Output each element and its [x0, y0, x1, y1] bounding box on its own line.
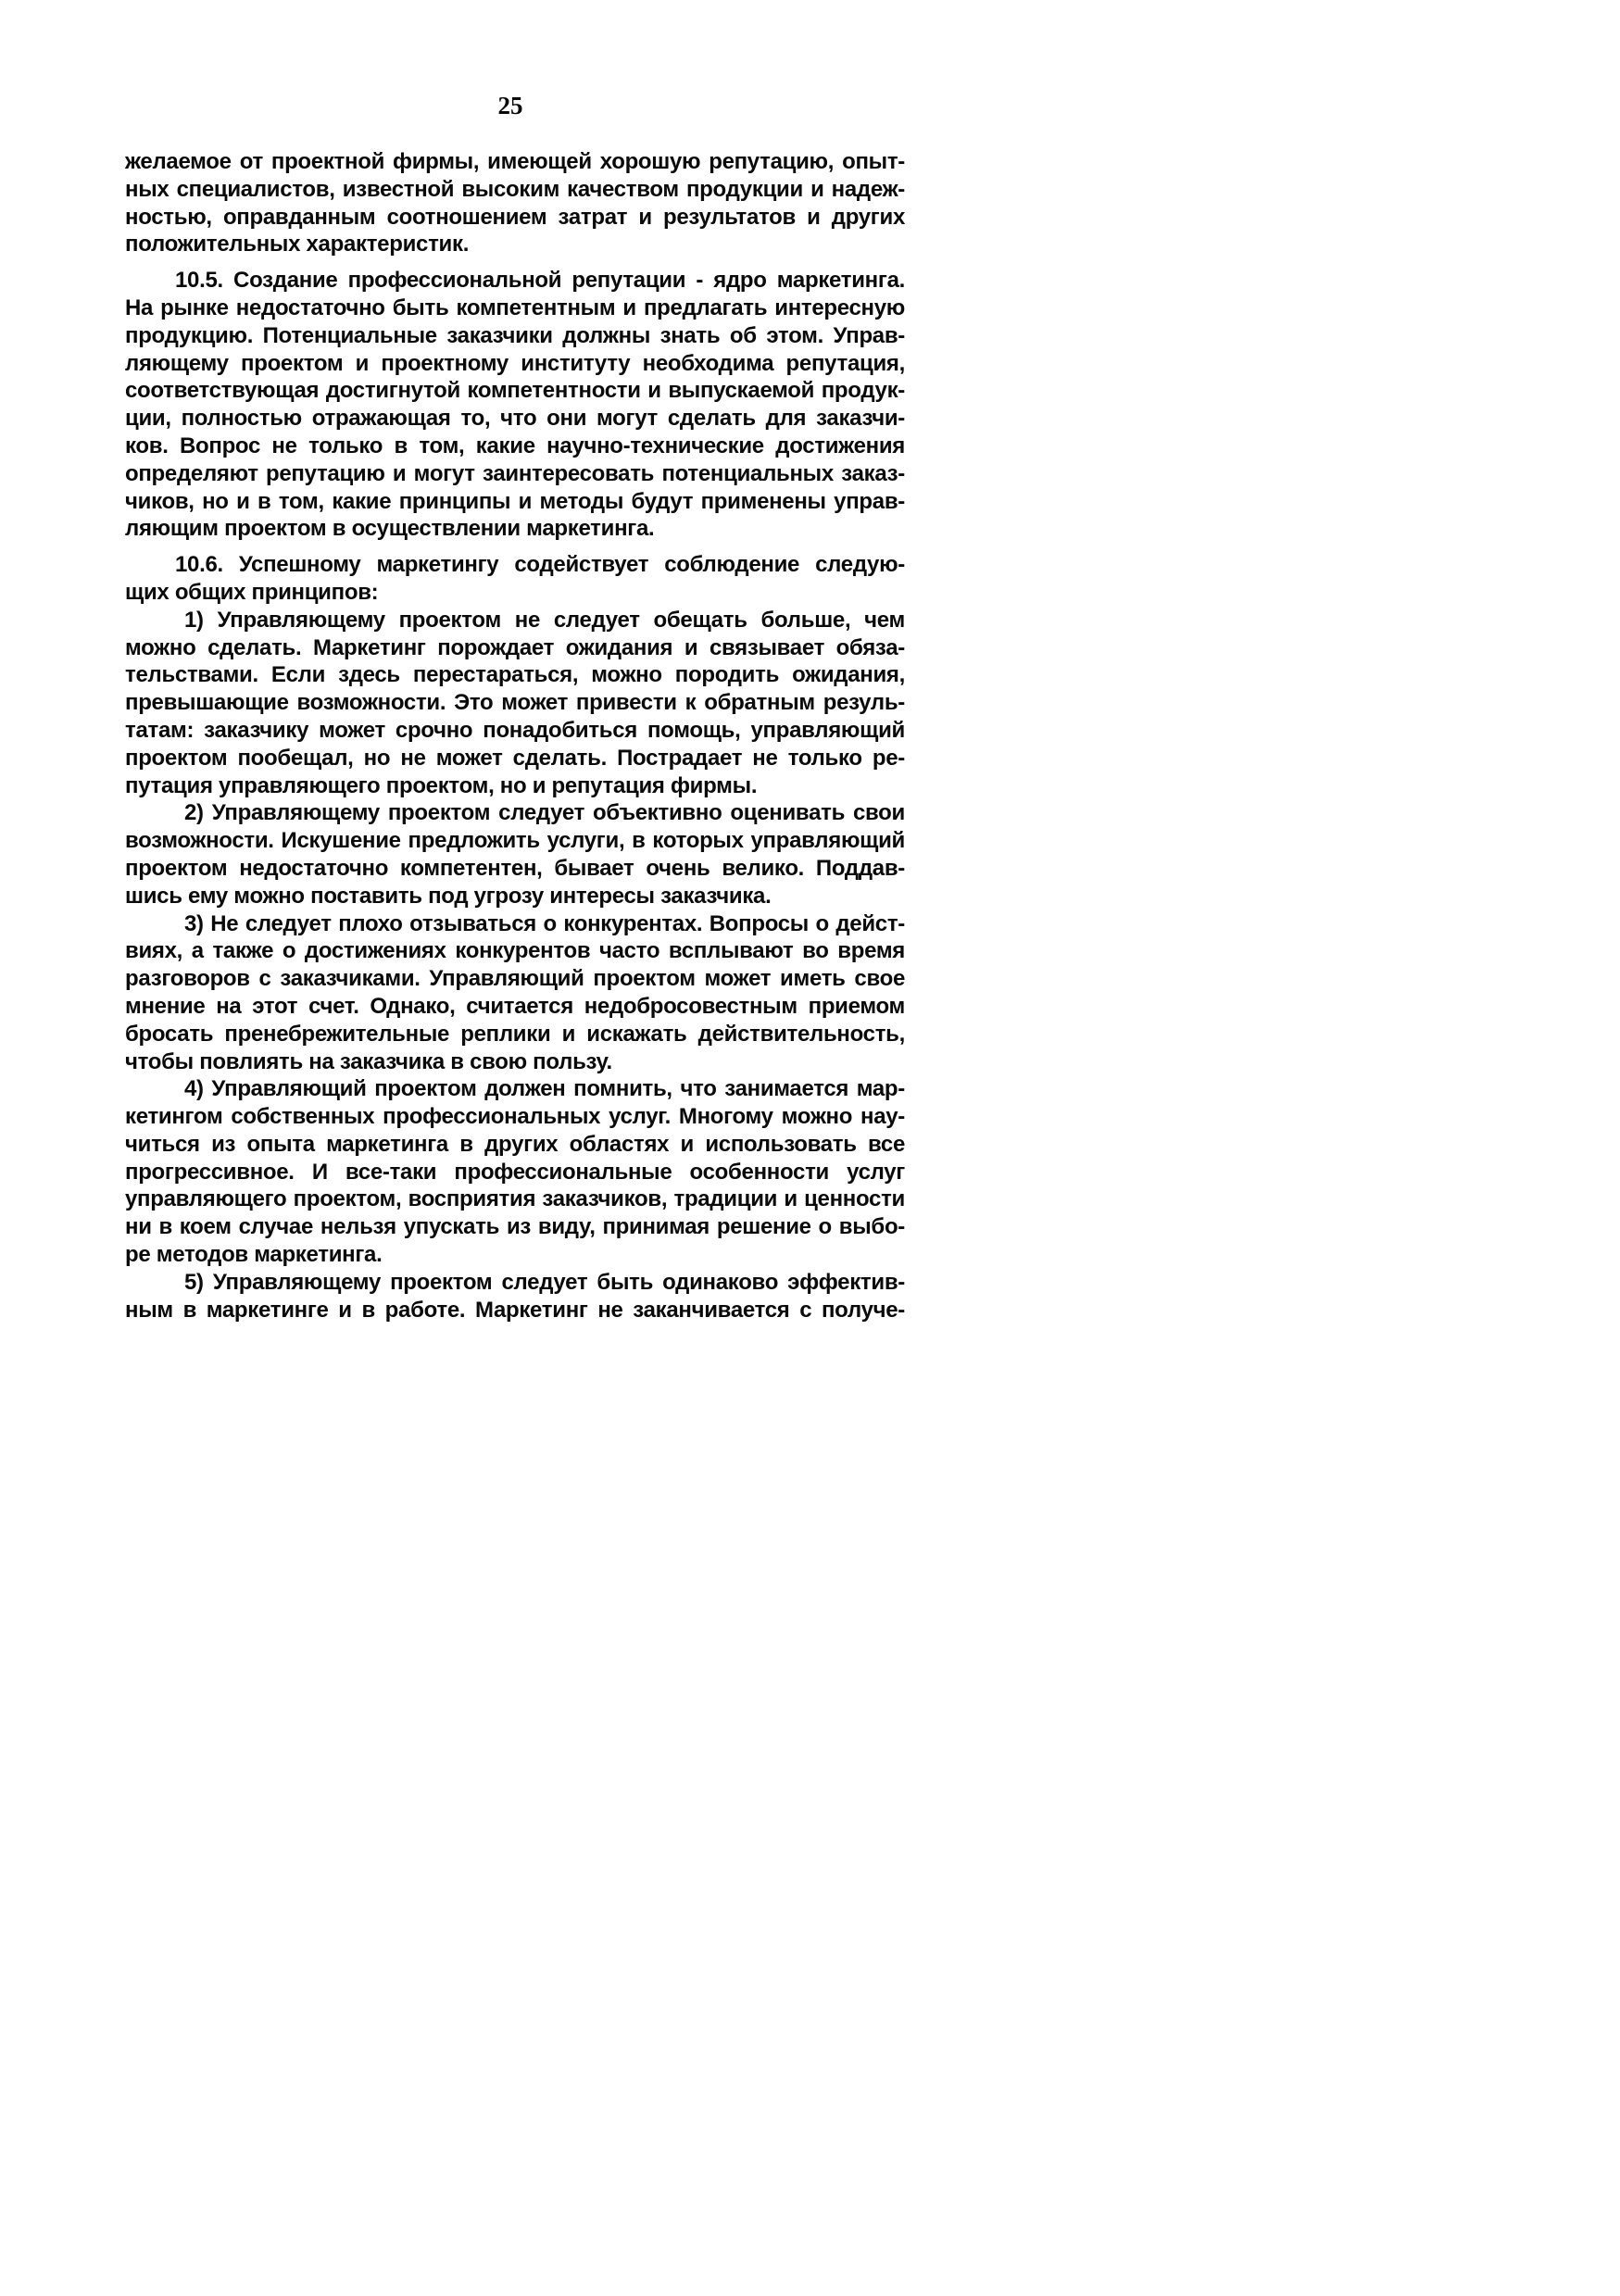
text-line: ностью, оправданным соотношением затрат и результатов и других — [125, 204, 905, 230]
text-line: 4) Управляющий проектом должен помнить, что занимается мар- — [184, 1076, 905, 1102]
text-line: ляющим проектом в осуществлении маркетинга. — [125, 516, 655, 542]
paragraph-principle-4 — [125, 1075, 905, 1269]
text-line: мнение на этот счет. Однако, считается недобросовестным приемом — [125, 993, 905, 1019]
paragraph-principle-2 — [125, 799, 905, 910]
text-line: 3) Не следует плохо отзываться о конкурентах. Вопросы о дейст- — [184, 910, 905, 936]
text-line: На рынке недостаточно быть компетентным и предлагать интересную — [125, 295, 905, 320]
text-line: возможности. Искушение предложить услуги, в которых управляющий — [125, 828, 905, 854]
paragraph-principle-1 — [125, 607, 905, 800]
text-line: кетингом собственных профессиональных услуг. Многому можно нау- — [125, 1104, 905, 1130]
text-line: чиков, но и в том, какие принципы и методы будут применены управ- — [125, 488, 905, 514]
paragraph-principle-5 — [125, 1269, 905, 1324]
text-line: разговоров с заказчиками. Управляющий проектом может иметь свое — [125, 966, 905, 992]
text-line: 10.5. Создание профессиональной репутации - ядро маркетинга. — [175, 268, 905, 294]
text-line: ным в маркетинге и в работе. Маркетинг не заканчивается с получе- — [125, 1297, 905, 1323]
paragraph-principle-3 — [125, 910, 905, 1076]
text-line: 10.6. Успешному маркетингу содействует соблюдение следую- — [175, 552, 905, 578]
text-line: продукцию. Потенциальные заказчики должны знать об этом. Управ- — [125, 322, 905, 348]
text-line: читься из опыта маркетинга в других областях и использовать все — [125, 1131, 905, 1157]
text-line: превышающие возможности. Это может привести к обратным резуль- — [125, 690, 905, 716]
text-line: желаемое от проектной фирмы, имеющей хорошую репутацию, опыт- — [125, 149, 905, 174]
text-line: проектом пообещал, но не может сделать. Пострадает не только ре- — [125, 745, 905, 771]
text-line: ков. Вопрос не только в том, какие научно-технические достижения — [125, 433, 905, 458]
text-line: ции, полностью отражающая то, что они могут сделать для заказчи- — [125, 406, 905, 432]
text-line: проектом недостаточно компетентен, бывает очень велико. Поддав- — [125, 855, 905, 881]
text-line: можно сделать. Маркетинг порождает ожидания и связывает обяза- — [125, 634, 905, 660]
text-line: чтобы повлиять на заказчика в свою пользу. — [125, 1048, 612, 1074]
text-line: ных специалистов, известной высоким качеством продукции и надеж- — [125, 176, 905, 202]
text-line: управляющего проектом, восприятия заказчиков, традиции и ценности — [125, 1186, 905, 1212]
text-line: 1) Управляющему проектом не следует обещать больше, чем — [184, 607, 905, 633]
page-number: 25 — [497, 92, 523, 119]
text-line: положительных характеристик. — [125, 232, 470, 257]
text-line: 2) Управляющему проектом следует объективно оценивать свои — [184, 800, 905, 826]
text-line: бросать пренебрежительные реплики и искажать действительность, — [125, 1021, 905, 1047]
text-line: татам: заказчику может срочно понадобиться помощь, управляющий — [125, 717, 905, 743]
text-line: ре методов маркетинга. — [125, 1242, 383, 1268]
text-line: соответствующая достигнутой компетентности и выпускаемой продук- — [125, 378, 905, 404]
text-line: тельствами. Если здесь перестараться, можно породить ожидания, — [125, 662, 905, 688]
text-line: ляющему проектом и проектному институту необходима репутация, — [125, 350, 905, 376]
text-line: 5) Управляющему проектом следует быть одинаково эффектив- — [184, 1269, 905, 1295]
text-line: виях, а также о достижениях конкурентов часто всплывают во время — [125, 938, 905, 964]
paragraph-section-10-6 — [125, 551, 905, 607]
text-line: шись ему можно поставить под угрозу интересы заказчика. — [125, 883, 772, 909]
paragraph-continuation — [125, 148, 905, 258]
text-line: щих общих принципов: — [125, 579, 379, 605]
text-line: прогрессивное. И все-таки профессиональные особенности услуг — [125, 1159, 905, 1185]
text-line: ни в коем случае нельзя упускать из виду, принимая решение о выбо- — [125, 1214, 905, 1240]
document-page — [0, 0, 1021, 1446]
paragraph-section-10-5 — [125, 267, 905, 543]
text-line: путация управляющего проектом, но и репутация фирмы. — [125, 772, 758, 798]
body-text — [125, 148, 905, 1324]
text-line: определяют репутацию и могут заинтересовать потенциальных заказ- — [125, 460, 905, 486]
